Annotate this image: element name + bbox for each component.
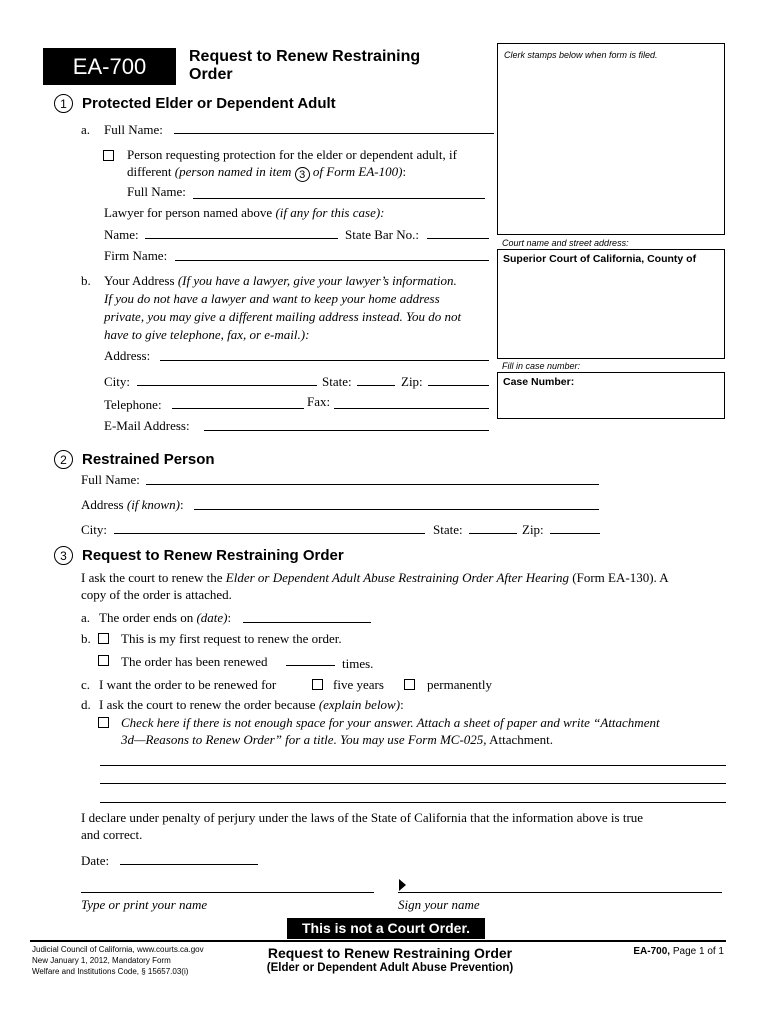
requester-full-name-field[interactable] bbox=[193, 198, 485, 199]
section-3-title: Request to Renew Restraining Order bbox=[82, 547, 344, 564]
footer-rule bbox=[30, 940, 726, 942]
renewed-before-checkbox[interactable] bbox=[98, 655, 109, 666]
attachment-checkbox[interactable] bbox=[98, 717, 109, 728]
renew-intro-line1: I ask the court to renew the Elder or Dependent Adult Abuse Restraining Order After Hearing (Form EA-130). A bbox=[81, 570, 669, 585]
sign-arrow-icon bbox=[399, 879, 406, 891]
restrained-address-label: Address (if known): bbox=[81, 497, 184, 512]
state-label: State: bbox=[322, 374, 352, 389]
zip-label: Zip: bbox=[401, 374, 423, 389]
section-2-title: Restrained Person bbox=[82, 451, 215, 468]
footer-page bbox=[610, 946, 724, 957]
restrained-city-field[interactable] bbox=[114, 533, 425, 534]
item-3c-marker: c. bbox=[81, 677, 91, 692]
permanently-checkbox[interactable] bbox=[404, 679, 415, 690]
reason-line-1[interactable] bbox=[100, 765, 726, 766]
protected-full-name-field[interactable] bbox=[174, 133, 494, 134]
court-address-box[interactable] bbox=[497, 249, 725, 359]
telephone-label: Telephone: bbox=[104, 397, 162, 412]
attachment-text-line1: Check here if there is not enough space for your answer. Attach a sheet of paper and write “Attachment bbox=[121, 715, 660, 730]
item-3-reference: 3 bbox=[295, 167, 310, 182]
renewed-before-label: The order has been renewed bbox=[121, 654, 268, 669]
footer-subtitle: (Elder or Dependent Adult Abuse Prevention) bbox=[266, 962, 514, 974]
form-title-line2: Order bbox=[189, 66, 233, 83]
declaration-line2: and correct. bbox=[81, 827, 143, 842]
section-1-title: Protected Elder or Dependent Adult bbox=[82, 95, 336, 112]
telephone-field[interactable] bbox=[172, 408, 304, 409]
fax-label: Fax: bbox=[307, 394, 331, 409]
restrained-zip-field[interactable] bbox=[550, 533, 600, 534]
restrained-state-field[interactable] bbox=[469, 533, 517, 534]
firm-name-field[interactable] bbox=[175, 260, 489, 261]
renewed-times-label: times. bbox=[342, 656, 374, 671]
section-2-number: 2 bbox=[54, 450, 73, 469]
not-court-order-badge: This is not a Court Order. bbox=[287, 918, 485, 939]
item-3d-marker: d. bbox=[81, 697, 91, 712]
reason-line-3[interactable] bbox=[100, 802, 726, 803]
requester-different-checkbox[interactable] bbox=[103, 150, 114, 161]
requester-text-line1: Person requesting protection for the elder or dependent adult, if bbox=[127, 147, 457, 162]
order-end-date-field[interactable] bbox=[243, 622, 371, 623]
print-name-label: Type or print your name bbox=[81, 897, 208, 912]
fax-field[interactable] bbox=[334, 408, 489, 409]
printed-name-field[interactable] bbox=[81, 892, 374, 893]
renewed-times-field[interactable] bbox=[286, 665, 335, 666]
item-1b-marker: b. bbox=[81, 273, 91, 288]
renew-for-label: I want the order to be renewed for bbox=[99, 677, 277, 692]
your-address-line1: Your Address (If you have a lawyer, give your lawyer’s information. bbox=[104, 273, 457, 288]
declaration-line1: I declare under penalty of perjury under the laws of the State of California that the information above is true bbox=[81, 810, 644, 825]
form-title-line1: Request to Renew Restraining bbox=[189, 48, 421, 65]
email-field[interactable] bbox=[204, 430, 489, 431]
renew-intro-line2: copy of the order is attached. bbox=[81, 587, 232, 602]
restrained-address-field[interactable] bbox=[194, 509, 599, 510]
restrained-state-label: State: bbox=[433, 522, 463, 537]
case-number-hint: Fill in case number: bbox=[502, 361, 581, 371]
first-request-checkbox[interactable] bbox=[98, 633, 109, 644]
restrained-city-label: City: bbox=[81, 522, 108, 537]
form-id: EA-700 bbox=[72, 54, 147, 79]
five-years-label: five years bbox=[333, 677, 384, 692]
permanently-label: permanently bbox=[427, 677, 492, 692]
case-number-label: Case Number: bbox=[503, 376, 575, 388]
lawyer-label: Lawyer for person named above (if any for this case): bbox=[104, 205, 385, 220]
court-address-label: Court name and street address: bbox=[502, 238, 629, 248]
firm-name-label: Firm Name: bbox=[104, 248, 168, 263]
court-name: Superior Court of California, County of bbox=[503, 253, 697, 265]
attachment-text-line2: 3d—Reasons to Renew Order” for a title. You may use Form MC-025, Attachment. bbox=[121, 732, 554, 747]
state-bar-field[interactable] bbox=[427, 238, 489, 239]
address-field[interactable] bbox=[160, 360, 489, 361]
lawyer-name-label: Name: bbox=[104, 227, 139, 242]
requester-text-line2: different (person named in item 3 of Form EA-100): bbox=[127, 164, 407, 181]
footer-council: Judicial Council of California, www.courts.ca.gov bbox=[32, 945, 204, 954]
restrained-full-name-field[interactable] bbox=[146, 484, 599, 485]
reason-line-2[interactable] bbox=[100, 783, 726, 784]
five-years-checkbox[interactable] bbox=[312, 679, 323, 690]
restrained-full-name-label: Full Name: bbox=[81, 472, 140, 487]
footer-revised: New January 1, 2012, Mandatory Form bbox=[32, 956, 171, 965]
form-id-badge bbox=[43, 48, 176, 85]
reasons-label: I ask the court to renew the order because (explain below): bbox=[99, 697, 404, 712]
item-1a-marker: a. bbox=[81, 122, 91, 137]
section-3-number: 3 bbox=[54, 546, 73, 565]
footer-form-id: EA-700, bbox=[633, 946, 671, 957]
your-address-line2: If you do not have a lawyer and want to keep your home address bbox=[104, 291, 440, 306]
order-ends-label: The order ends on (date): bbox=[99, 610, 232, 625]
state-field[interactable] bbox=[357, 385, 395, 386]
date-label: Date: bbox=[81, 853, 110, 868]
date-field[interactable] bbox=[120, 864, 258, 865]
address-label: Address: bbox=[104, 348, 151, 363]
sign-name-label: Sign your name bbox=[398, 897, 480, 912]
your-address-line4: have to give telephone, fax, or e-mail.): bbox=[104, 327, 310, 342]
footer-code: Welfare and Institutions Code, § 15657.03(i) bbox=[32, 967, 189, 976]
your-address-line3: private, you may give a different mailing address instead. You do not bbox=[104, 309, 462, 324]
state-bar-label: State Bar No.: bbox=[345, 227, 420, 242]
section-1-number: 1 bbox=[54, 94, 73, 113]
clerk-stamp-label: Clerk stamps below when form is filed. bbox=[504, 50, 658, 60]
first-request-label: This is my first request to renew the order. bbox=[121, 631, 342, 646]
requester-full-name-label: Full Name: bbox=[127, 184, 186, 199]
zip-field[interactable] bbox=[428, 385, 489, 386]
restrained-zip-label: Zip: bbox=[522, 522, 544, 537]
item-3a-marker: a. bbox=[81, 610, 91, 625]
protected-full-name-label: Full Name: bbox=[104, 122, 163, 137]
signature-field[interactable] bbox=[398, 892, 722, 893]
clerk-stamp-box bbox=[497, 43, 725, 235]
email-label: E-Mail Address: bbox=[104, 418, 190, 433]
form-title bbox=[189, 48, 420, 84]
footer-page-number: Page 1 of 1 bbox=[672, 946, 724, 957]
item-3b-marker: b. bbox=[81, 631, 91, 646]
lawyer-name-field[interactable] bbox=[145, 238, 338, 239]
city-field[interactable] bbox=[137, 385, 317, 386]
city-label: City: bbox=[104, 374, 131, 389]
footer-title: Request to Renew Restraining Order bbox=[267, 945, 513, 961]
